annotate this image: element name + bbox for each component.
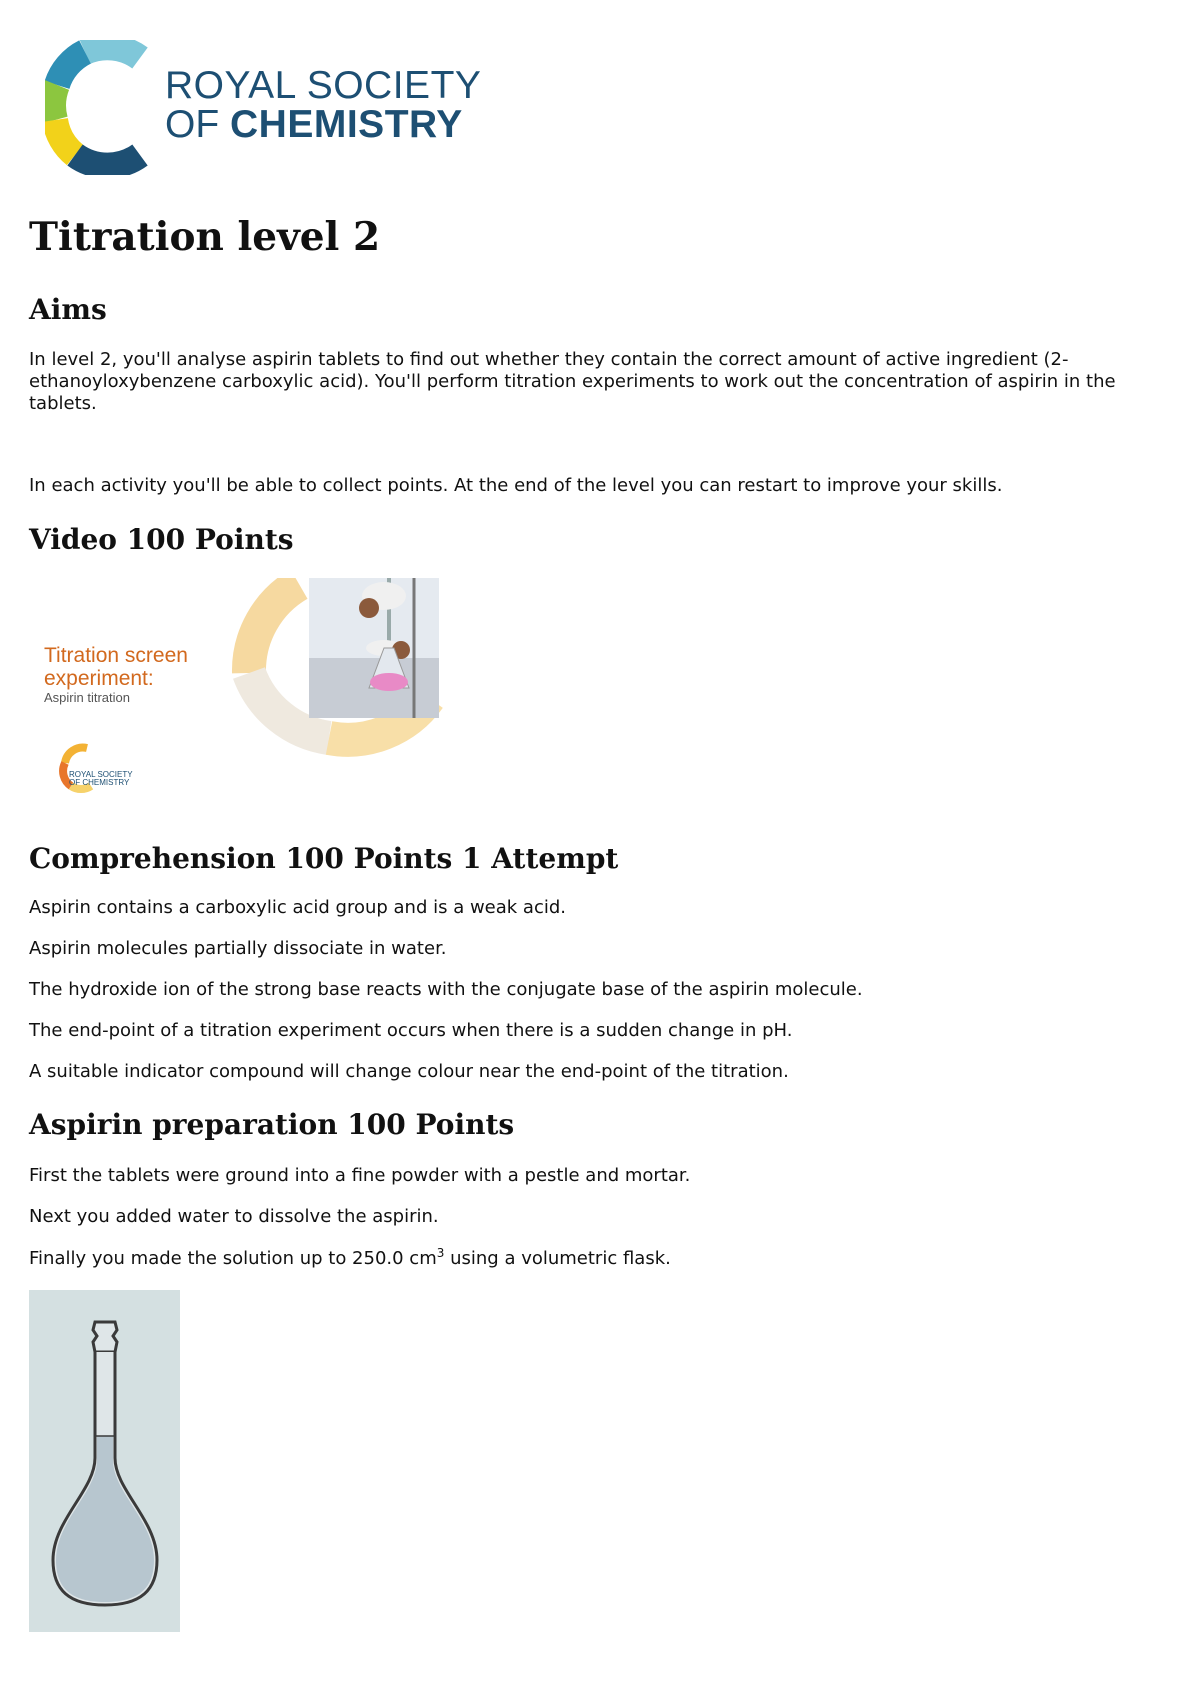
video-thumbnail-title	[44, 644, 188, 690]
video-thumbnail[interactable]	[29, 578, 449, 818]
rsc-logo-wordmark	[165, 66, 481, 144]
preparation-step-2: Next you added water to dissolve the aspirin.	[29, 1206, 439, 1227]
page-title: Titration level 2	[29, 214, 381, 260]
logo-of: OF	[165, 103, 220, 146]
preparation-step-3-text: Finally you made the solution up to 250.0 cm	[29, 1248, 437, 1269]
comprehension-statement: Aspirin contains a carboxylic acid group and is a weak acid.	[29, 897, 567, 918]
preparation-heading: Aspirin preparation 100 Points	[29, 1108, 515, 1141]
comprehension-statement: A suitable indicator compound will change colour near the end-point of the titration.	[29, 1061, 789, 1082]
preparation-step-3-sup: 3	[436, 1246, 445, 1260]
volumetric-flask-image	[29, 1290, 180, 1632]
comprehension-statement: The end-point of a titration experiment occurs when there is a sudden change in pH.	[29, 1020, 793, 1041]
comprehension-statement: The hydroxide ion of the strong base reacts with the conjugate base of the aspirin molecule.	[29, 979, 863, 1000]
aims-heading: Aims	[29, 293, 107, 326]
rsc-logo-mark	[45, 40, 165, 175]
logo-line-2	[165, 105, 481, 144]
logo-chemistry: CHEMISTRY	[230, 103, 463, 146]
video-thumbnail-logo-line-2: OF CHEMISTRY	[69, 778, 130, 787]
rsc-logo	[45, 40, 525, 175]
preparation-step-1: First the tablets were ground into a fine powder with a pestle and mortar.	[29, 1165, 691, 1186]
volumetric-flask-icon	[29, 1290, 180, 1632]
comprehension-heading: Comprehension 100 Points 1 Attempt	[29, 842, 619, 875]
video-thumbnail-title-line-1: Titration screen	[44, 644, 188, 667]
preparation-step-3-text-end: using a volumetric flask.	[444, 1248, 671, 1269]
aims-paragraph-1: In level 2, you'll analyse aspirin tablets to find out whether they contain the correct amount of active ingredient (2-ethanoyloxybenzene carboxylic acid). You'll perform titration experiments to work out the concentration of aspirin in the tablets.	[29, 349, 1116, 414]
video-thumbnail-subtitle: Aspirin titration	[44, 690, 130, 705]
video-thumbnail-logo-text	[69, 771, 133, 787]
preparation-step-3	[29, 1248, 1169, 1270]
video-heading: Video 100 Points	[29, 523, 294, 556]
video-thumbnail-title-line-2: experiment:	[44, 667, 154, 690]
logo-line-1: ROYAL SOCIETY	[165, 64, 482, 107]
video-thumbnail-logo-line-1: ROYAL SOCIETY	[69, 770, 133, 779]
aims-paragraph-2: In each activity you'll be able to collect points. At the end of the level you can restart to improve your skills.	[29, 475, 1003, 496]
comprehension-statement: Aspirin molecules partially dissociate in water.	[29, 938, 447, 959]
